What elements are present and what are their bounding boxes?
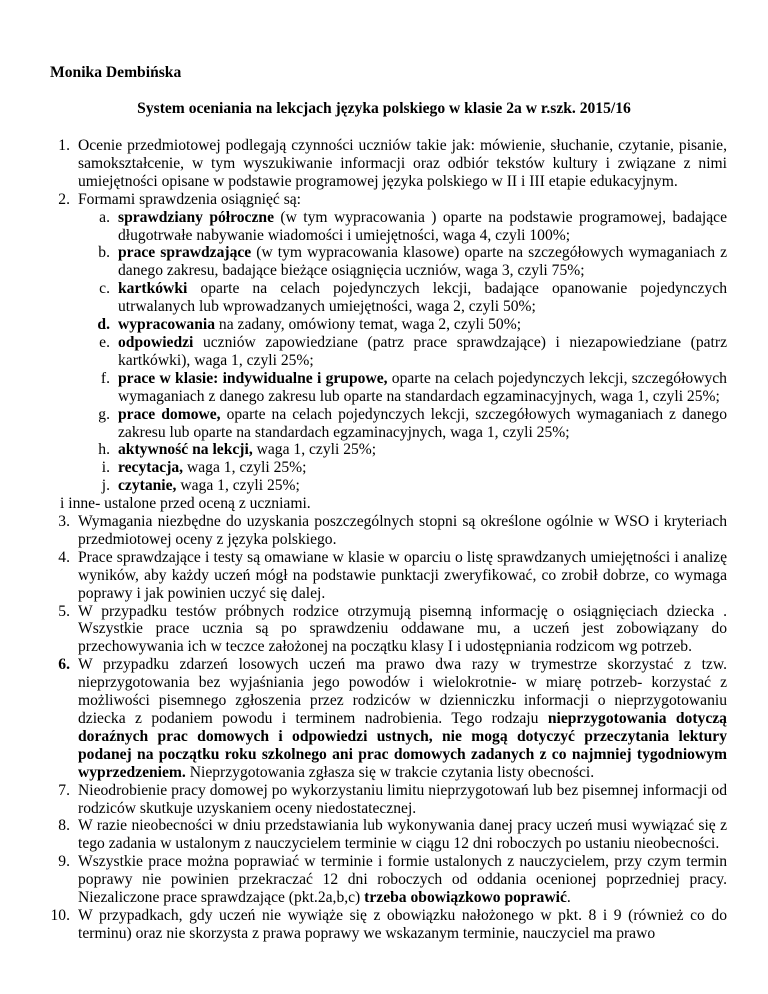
sub-letter: j.: [101, 477, 110, 495]
item-text: Prace sprawdzające i testy są omawiane w klasie w oparciu o listę sprawdzanych umiejętności i analizę wyników, aby każdy uczeń mógł na podstawie punktacji zweryfikować, co zrobił dobrze, co wymaga poprawy i jak powinien uczyć się dalej.: [78, 548, 727, 602]
sub-letter: b.: [98, 244, 110, 262]
item-number: 9.: [58, 853, 70, 871]
sub-bold: odpowiedzi: [118, 333, 194, 351]
sublist-item: [78, 244, 727, 280]
rules-list: [38, 137, 727, 943]
item-number: 6.: [58, 656, 70, 674]
item-number: 4.: [58, 548, 70, 566]
item-number: 8.: [58, 817, 70, 835]
sub-bold: prace w klasie: indywidualne i grupowe,: [118, 369, 388, 387]
item-bold-text: nieprzygotowania dotyczą doraźnych prac domowych i odpowiedzi ustnych, nie mogą dotyczyć przeczytania lektury podanej na początku roku szkolnego ani prac domowych zadanych z co najmniej tygodniowym wyprzedzeniem.: [78, 710, 727, 781]
sub-letter: i.: [101, 459, 110, 477]
sub-bold: prace sprawdzające: [118, 244, 252, 262]
sub-bold: kartkówki: [118, 280, 188, 298]
sub-letter: c.: [99, 280, 110, 298]
list-item: [38, 549, 727, 603]
list-item: [38, 817, 727, 853]
sub-bold: sprawdziany półroczne: [118, 208, 274, 226]
item-number: 7.: [58, 781, 70, 799]
sub-text: (w tym wypracowania ) oparte na podstawie programowej, badające długotrwałe nabywanie wiadomości i umiejętności, waga 4, czyli 100%;: [118, 208, 727, 244]
sub-letter: e.: [99, 333, 110, 351]
item-text: Nieprzygotowania zgłasza się w trakcie czytania listy obecności.: [185, 763, 595, 781]
item-text: W przypadkach, gdy uczeń nie wywiąże się z obowiązku nałożonego w pkt. 8 i 9 (również co do terminu) oraz nie skorzysta z prawa poprawy we wskazanym terminie, nauczyciel ma prawo: [78, 906, 727, 942]
item-text: Wymagania niezbędne do uzyskania poszczególnych stopni są określone ogólnie w WSO i kryteriach przedmiotowej oceny z języka polskiego.: [78, 513, 727, 548]
sublist-item: [78, 370, 727, 406]
sub-bold: czytanie,: [118, 477, 177, 495]
sub-bold: recytacja,: [118, 459, 184, 477]
item-bold-text: trzeba obowiązkowo poprawić: [364, 889, 567, 907]
sub-text: waga 1, czyli 25%;: [252, 441, 377, 459]
item-text: W przypadku testów próbnych rodzice otrzymują pisemną informację o osiągnięciach dziecka . Wszystkie prace ucznia są po sprawdzeniu oddawane mu, a uczeń jest zobowiązany do przechowywania ich w teczce założonej na początku klasy I i udostępniania rodzicom wg potrzeb.: [78, 602, 727, 656]
item-text: Wszystkie prace można poprawiać w terminie i formie ustalonych z nauczycielem, przy czym termin poprawy nie powinien przekraczać 12 dni roboczych od oddania ocenionej poprzedniej pracy. Niezaliczone prace sprawdzające (pkt.2a,b,c): [78, 853, 727, 907]
other-forms-note: i inne- ustalone przed oceną z uczniami.: [60, 495, 311, 513]
list-item: [38, 782, 727, 818]
list-item: [38, 656, 727, 781]
sublist-item: [78, 459, 727, 477]
sub-text: oparte na celach pojedynczych lekcji, badające opanowanie pojedynczych utrwalanych lub wprowadzanych umiejętności, waga 2, czyli 50%;: [118, 280, 727, 316]
document-title: System oceniania na lekcjach języka polskiego w klasie 2a w r.szk. 2015/16: [137, 100, 631, 117]
item-number: 3.: [58, 513, 70, 531]
sub-bold: wypracowania: [118, 316, 216, 334]
sub-bold: prace domowe,: [118, 405, 221, 423]
sublist-item: [78, 209, 727, 245]
sublist-item: [78, 477, 727, 495]
sublist-item: [78, 441, 727, 459]
sublist: [38, 209, 727, 496]
sub-text: waga 1, czyli 25%;: [183, 459, 307, 477]
list-item: [38, 137, 727, 191]
item-text: Nieodrobienie pracy domowej po wykorzystaniu limitu nieprzygotowań lub bez pisemnej informacji od rodziców skutkuje uzyskaniem oceny niedostatecznej.: [78, 781, 727, 817]
item-text: Formami sprawdzenia osiągnięć są:: [78, 190, 302, 208]
sublist-item: [78, 334, 727, 370]
sub-text: oparte na celach pojedynczych lekcji, szczegółowych wymaganiach z danego zakresu lub oparte na standardach egzaminacyjnych, waga 1, czyli 25%;: [118, 369, 727, 405]
list-item: [38, 907, 727, 943]
sub-letter: d.: [97, 316, 110, 334]
item-number: 5.: [58, 602, 70, 620]
sub-text: oparte na celach pojedynczych lekcji, szczegółowych wymaganiach z danego zakresu lub oparte na standardach egzaminacyjnych, waga 1, czyli 25%;: [118, 405, 728, 441]
sublist-item: [78, 406, 727, 442]
list-item: [38, 603, 727, 657]
sub-bold: aktywność na lekcji,: [118, 441, 253, 459]
sub-letter: a.: [99, 208, 110, 226]
sub-text: (w tym wypracowania klasowe) oparte na szczegółowych wymaganiach z danego zakresu, badające bieżące osiągnięcia uczniów, waga 3, czyli 75%;: [118, 244, 728, 280]
sub-letter: f.: [100, 369, 110, 387]
item-text: W przypadku zdarzeń losowych uczeń ma prawo dwa razy w trymestrze skorzystać z tzw. nieprzygotowania bez wyjaśniania jego powodów i wielokrotnie- w miarę potrzeb- korzystać z możliwości pisemnego zgłoszenia przez rodziców w dzienniczku informacji o nieprzygotowaniu dziecka z podaniem powodu i terminem nadrobienia. Tego rodzaju: [78, 656, 727, 727]
item-text: W razie nieobecności w dniu przedstawiania lub wykonywania danej pracy uczeń musi wywiązać się z tego zadania w ustalonym z nauczycielem terminie w ciągu 12 dni roboczych po ustaniu nieobecności.: [78, 817, 727, 853]
sub-text: waga 1, czyli 25%;: [176, 477, 300, 495]
sublist-item: [78, 316, 727, 334]
item-text: .: [566, 889, 571, 907]
sub-text: na zadany, omówiony temat, waga 2, czyli 50%;: [215, 316, 522, 334]
item-number: 2.: [58, 190, 70, 208]
item-text: Ocenie przedmiotowej podlegają czynności uczniów takie jak: mówienie, słuchanie, czytanie, pisanie, samokształcenie, w tym wyszukiwanie informacji oraz odbiór tekstów kultury i związane z nimi umiejętności opisane w podstawie programowej języka polskiego w II i III etapie edukacyjnym.: [78, 137, 727, 190]
sub-letter: h.: [98, 441, 110, 459]
list-item: [38, 853, 727, 907]
sublist-item: [78, 280, 727, 316]
item-number: 10.: [50, 906, 70, 924]
sub-text: uczniów zapowiedziane (patrz prace sprawdzające) i niezapowiedziane (patrz kartkówki), waga 1, czyli 25%;: [118, 333, 727, 369]
item-number: 1.: [58, 137, 70, 154]
author-name: Monika Dembińska: [50, 64, 182, 81]
sub-letter: g.: [98, 405, 110, 423]
list-item: [38, 513, 727, 549]
list-item: [38, 191, 727, 209]
